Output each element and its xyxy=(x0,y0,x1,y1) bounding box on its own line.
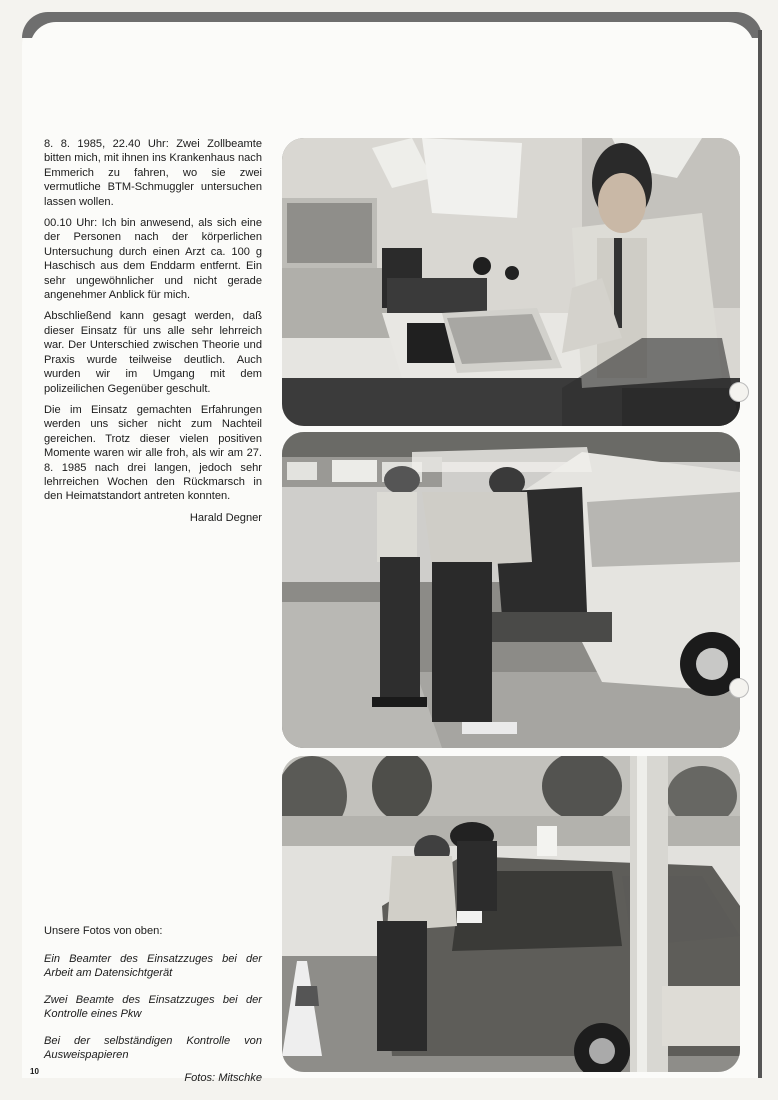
paragraph-4: Die im Einsatz gemachten Erfahrungen werden uns sicher nicht zum Nachteil gereichen. Trotz dieser vielen positiven Momente waren wir alle froh, als wir am 27. 8. 1985 nach drei langen, jedoch sehr lehrreichen Wochen den Rückmarsch in den Heimatstandort antreten konnten. xyxy=(44,403,262,503)
photo-captions xyxy=(44,924,262,1085)
caption-3: Bei der selbständigen Kontrolle von Ausweispapieren xyxy=(44,1035,262,1061)
photo-credit: Fotos: Mitschke xyxy=(184,1072,262,1084)
binding-hole-top xyxy=(729,382,749,402)
photo-car-inspection xyxy=(282,432,740,748)
photo-checking-papers xyxy=(282,756,740,1072)
caption-2: Zwei Beamte des Einsatzzuges bei der Kontrolle eines Pkw xyxy=(44,994,262,1020)
paragraph-1: 8. 8. 1985, 22.40 Uhr: Zwei Zollbeamte bitten mich, mit ihnen ins Krankenhaus nach Emmerich zu fahren, wo sie zwei vermutliche BTM-Schmuggler untersuchen lassen wollen. xyxy=(44,138,262,208)
paragraph-2: 00.10 Uhr: Ich bin anwesend, als sich eine der Personen nach der körperlichen Untersuchung durch einen Arzt ca. 100 g Haschisch aus dem Enddarm entfernt. Ein sehr ungewöhnlicher und nicht gerade angenehmer Anblick für mich. xyxy=(44,217,262,302)
paragraph-3: Abschließend kann gesagt werden, daß dieser Einsatz für uns alle sehr lehrreich war. Der Unterschied zwischen Theorie und Praxis wurde teilweise deutlich. Auch wurden wir im Umgang mit dem polizeilichen Gegenüber geschult. xyxy=(44,310,262,395)
caption-1: Ein Beamter des Einsatzzuges bei der Arbeit am Datensichtgerät xyxy=(44,953,262,979)
captions-heading: Unsere Fotos von oben: xyxy=(44,925,163,937)
page-edge xyxy=(758,30,762,1078)
header-band-inner xyxy=(30,22,754,52)
page-number: 10 xyxy=(30,1067,39,1076)
article-body xyxy=(44,137,262,525)
author-signature: Harald Degner xyxy=(189,511,262,524)
binding-hole-bottom xyxy=(729,678,749,698)
photo-officer-at-terminal xyxy=(282,138,740,426)
